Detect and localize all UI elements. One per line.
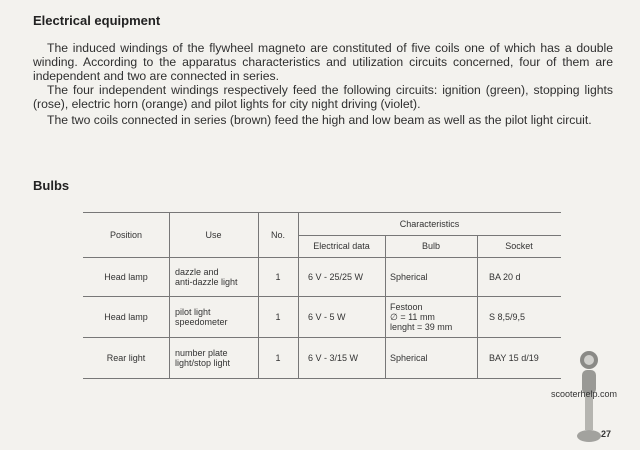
use-line: dazzle and [175,266,219,277]
table-cell-electrical: 6 V - 3/15 W [308,352,359,363]
table-cell-electrical: 6 V - 5 W [308,311,346,322]
section-heading-electrical: Electrical equipment [33,13,161,28]
header-characteristics: Characteristics [399,218,460,229]
bulbs-table [83,212,561,379]
use-line: anti-dazzle light [175,276,238,287]
paragraph-3: The two coils connected in series (brown) feed the high and low beam as well as the pilot light circuit. [47,113,592,127]
table-rule [83,378,561,379]
use-line: number plate [175,347,228,358]
table-cell-bulb: Spherical [390,271,428,282]
header-electrical-data: Electrical data [313,241,370,251]
table-cell-socket: S 8,5/9,5 [489,311,526,322]
table-cell-electrical: 6 V - 25/25 W [308,271,364,282]
table-cell-position: Head lamp [104,311,148,322]
table-cell-bulb [390,296,477,337]
table-cell-use [175,337,258,378]
use-line: pilot light [175,306,211,317]
header-no: No. [270,229,285,240]
table-cell-no: 1 [275,311,281,322]
use-line: speedometer [175,316,228,327]
table-cell-position: Rear light [106,352,146,363]
bulb-line: lenght = 39 mm [390,321,453,332]
header-socket: Socket [505,241,533,251]
table-cell-socket: BAY 15 d/19 [489,352,539,363]
bulb-line: Festoon [390,301,423,312]
table-cell-no: 1 [275,352,281,363]
header-bulb: Bulb [421,241,440,251]
table-cell-position: Head lamp [104,271,148,282]
use-line: light/stop light [175,357,231,368]
table-cell-no: 1 [275,271,281,282]
header-use: Use [205,229,222,240]
table-cell-use [175,296,258,337]
section-heading-bulbs: Bulbs [33,178,70,193]
table-cell-use [175,257,258,296]
table-cell-socket: BA 20 d [489,271,521,282]
paragraph-1: The induced windings of the flywheel magneto are constituted of five coils one of which has a double winding. According to the apparatus characteristics and utilization circuits concerned, four of them are independent and two are connected in series. [33,41,613,83]
page-number: 27 [601,429,612,439]
paragraph-2: The four independent windings respectively feed the following circuits: ignition (green), stopping lights (rose), electric horn (orange) and pilot lights for city night driving (violet). [33,83,613,111]
header-position: Position [109,229,143,240]
table-cell-bulb: Spherical [390,352,428,363]
watermark-site: scooterhelp.com [551,389,618,399]
bulb-line: ∅ = 11 mm [390,311,435,322]
